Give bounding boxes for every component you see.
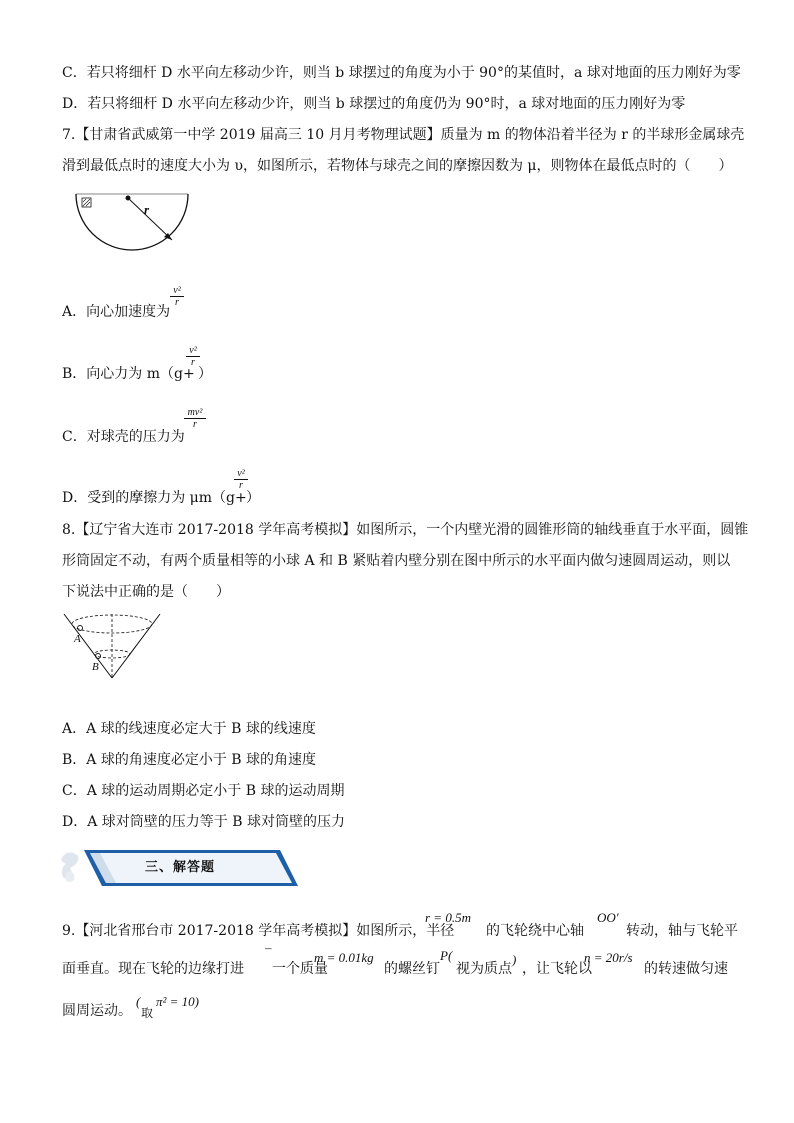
q7-c-fraction [184, 407, 206, 430]
q7-option-d-close: ） [246, 490, 260, 506]
q9-line1-b: 的飞轮绕中心轴 [486, 923, 584, 939]
q9-radius-formula: r = 0.5m [425, 910, 471, 925]
q8-stem-line2: 形筒固定不动，有两个质量相等的小球 A 和 B 紧贴着内壁分别在图中所示的水平面内做匀速圆周运动，则以 [62, 553, 731, 569]
q7-d-fraction [234, 468, 248, 491]
radius-label: r [144, 202, 150, 217]
ball-a [78, 626, 83, 631]
q7-option-b-close: ） [198, 366, 212, 382]
q9-line2-a: 面垂直。现在飞轮的边缘打进 [62, 961, 244, 977]
label-b: B [92, 661, 99, 673]
q7-a-fraction [170, 285, 184, 308]
fraction-denominator: r [186, 356, 200, 368]
q9-pi-formula: π² = 10) [156, 994, 200, 1009]
q9-mass-formula: m = 0.01kg [314, 950, 374, 965]
q9-line1-c: 转动，轴与飞轮平 [626, 923, 738, 939]
section-banner [60, 844, 300, 890]
q6-option-c: C．若只将细杆 D 水平向左移动少许，则当 b 球摆过的角度为小于 90°的某值时，a 球对地面的压力刚好为零 [62, 65, 741, 81]
fraction-denominator: r [234, 479, 248, 491]
q9-dash-symbol: ¯ [264, 946, 271, 961]
fraction-numerator: v² [173, 285, 181, 296]
q9-axis-symbol: OO′ [597, 910, 619, 925]
q7-stem-line2: 滑到最低点时的速度大小为 υ，如图所示，若物体与球壳之间的摩擦因数为 μ，则物体在最低点时的（ ） [62, 158, 733, 174]
ball-b [96, 654, 101, 659]
fraction-numerator: mv² [187, 407, 203, 418]
q9-paren-open: ( [136, 994, 141, 1009]
q8-option-a: A．A 球的线速度必定大于 B 球的线速度 [62, 721, 316, 737]
fraction-denominator: r [170, 296, 184, 308]
q8-option-c: C．A 球的运动周期必定小于 B 球的运动周期 [62, 783, 345, 799]
fraction-numerator: v² [237, 468, 245, 479]
q7-option-d: D．受到的摩擦力为 μm（g+ [62, 490, 247, 506]
q7-option-b: B．向心力为 m（g+ [62, 366, 195, 382]
q7-option-a: A．向心加速度为 [62, 304, 171, 320]
q6-option-d: D．若只将细杆 D 水平向左移动少许，则当 b 球摆过的角度仍为 90°时，a 球对地面的压力刚好为零 [62, 96, 686, 112]
fraction-denominator: r [184, 418, 206, 430]
label-a: A [74, 633, 81, 645]
q9-line1-a: 9.【河北省邢台市 2017-2018 学年高考模拟】如图所示，半径 [62, 923, 455, 939]
cone-figure [60, 612, 164, 682]
q7-stem-line1: 7.【甘肃省武威第一中学 2019 届高三 10 月月考物理试题】质量为 m 的物体沿着半径为 r 的半球形金属球壳 [62, 127, 745, 143]
q9-line2-e: ，让飞轮以 [522, 961, 592, 977]
q9-line2-d: 视为质点 [456, 961, 512, 977]
section-title: 三、解答题 [144, 860, 215, 875]
q9-speed-formula: n = 20r/s [584, 950, 633, 965]
q8-stem-line1: 8.【辽宁省大连市 2017-2018 学年高考模拟】如图所示，一个内壁光滑的圆锥形筒的轴线垂直于水平面，圆锥 [62, 522, 749, 538]
fraction-numerator: v² [189, 345, 197, 356]
q8-stem-line3: 下说法中正确的是（ ） [62, 584, 230, 600]
q9-line2-f: 的转速做匀速 [644, 961, 728, 977]
q9-line2-b: 一个质量 [272, 961, 328, 977]
q9-paren-close: ) [512, 952, 517, 967]
hemisphere-shell-figure [74, 192, 190, 260]
q7-option-c: C．对球壳的压力为 [62, 429, 185, 445]
q9-line3-a: 圆周运动。 [62, 1003, 132, 1019]
q8-option-d: D．A 球对筒壁的压力等于 B 球对筒壁的压力 [62, 814, 345, 830]
q9-take-label: 取 [141, 1006, 154, 1020]
q8-option-b: B．A 球的角速度必定小于 B 球的角速度 [62, 752, 317, 768]
q9-line2-c: 的螺丝钉 [384, 961, 440, 977]
q9-point-p: P( [440, 948, 453, 963]
